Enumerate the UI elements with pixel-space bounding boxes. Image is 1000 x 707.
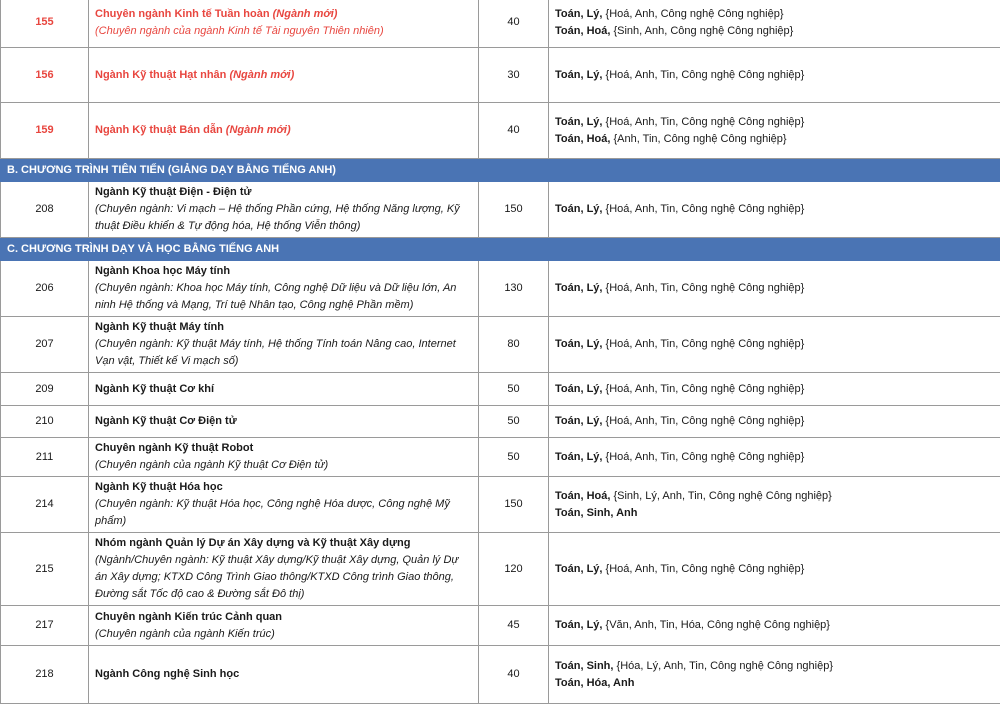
- major-title: Chuyên ngành Kỹ thuật Robot: [95, 442, 254, 454]
- subject-combos: [549, 48, 1000, 103]
- new-tag: (Ngành mới): [269, 7, 338, 20]
- subject-combos: [549, 533, 1000, 606]
- major-title: Ngành Kỹ thuật Hóa học: [95, 481, 223, 493]
- major-code: 217: [1, 606, 89, 646]
- major-cell: [89, 646, 479, 704]
- major-subtitle: (Chuyên ngành: Khoa học Máy tính, Công nghệ Dữ liệu và Dữ liệu lớn, An ninh Hệ thống và Mạng, Trí tuệ Nhân tạo, Công nghệ Phần mềm): [95, 282, 457, 311]
- subject-combos: [549, 477, 1000, 533]
- quota: 80: [479, 317, 549, 373]
- table-row: [1, 406, 1000, 438]
- subject-combos: [549, 606, 1000, 646]
- subject-combos: [549, 646, 1000, 704]
- quota: 50: [479, 406, 549, 438]
- combo-line: Toán, Lý, {Hoá, Anh, Công nghệ Công nghiệp}: [555, 7, 784, 20]
- major-title: Chuyên ngành Kinh tế Tuần hoàn: [95, 7, 270, 20]
- quota: 30: [479, 48, 549, 103]
- subject-combos: [549, 373, 1000, 406]
- quota: 130: [479, 261, 549, 317]
- combo-line: Toán, Hoá, {Sinh, Anh, Công nghệ Công nghiệp}: [555, 24, 794, 37]
- major-cell: [89, 317, 479, 373]
- table-row: [1, 438, 1000, 477]
- major-title: Ngành Kỹ thuật Hạt nhân: [95, 68, 227, 81]
- section-header: [1, 238, 1000, 261]
- table-row: [1, 48, 1000, 103]
- table-row: [1, 477, 1000, 533]
- major-title: Ngành Khoa học Máy tính: [95, 265, 231, 277]
- major-code: 215: [1, 533, 89, 606]
- major-cell: [89, 0, 479, 48]
- major-cell: [89, 438, 479, 477]
- quota: 150: [479, 182, 549, 238]
- major-cell: [89, 477, 479, 533]
- major-title: Ngành Kỹ thuật Cơ Điện tử: [95, 415, 237, 427]
- quota: 45: [479, 606, 549, 646]
- section-header: [1, 159, 1000, 182]
- major-title: Nhóm ngành Quản lý Dự án Xây dựng và Kỹ thuật Xây dựng: [95, 537, 411, 549]
- major-cell: [89, 103, 479, 159]
- subject-combos: [549, 438, 1000, 477]
- major-code: 207: [1, 317, 89, 373]
- major-title: Ngành Kỹ thuật Điện - Điện tử: [95, 186, 252, 198]
- subject-combos: [549, 317, 1000, 373]
- combo-line: Toán, Hóa, Anh: [555, 676, 635, 689]
- major-subtitle: (Chuyên ngành: Vi mạch – Hệ thống Phần cứng, Hệ thống Năng lượng, Kỹ thuật Điều khiển & Tự động hóa, Hệ thống Viễn thông): [95, 203, 460, 232]
- section-title: B. CHƯƠNG TRÌNH TIÊN TIẾN (GIẢNG DẠY BẰNG TIẾNG ANH): [1, 159, 1000, 182]
- combo-line: Toán, Sinh, {Hóa, Lý, Anh, Tin, Công nghệ Công nghiệp}: [555, 659, 834, 672]
- combo-line: Toán, Lý, {Hoá, Anh, Tin, Công nghệ Công nghiệp}: [555, 338, 805, 350]
- major-subtitle: (Chuyên ngành: Kỹ thuật Máy tính, Hệ thống Tính toán Nâng cao, Internet Vạn vật, Thiết kế Vi mạch số): [95, 338, 456, 367]
- combo-line: Toán, Lý, {Văn, Anh, Tin, Hóa, Công nghệ Công nghiệp}: [555, 619, 830, 631]
- subject-combos: [549, 182, 1000, 238]
- major-subtitle: (Chuyên ngành của ngành Kinh tế Tài nguyên Thiên nhiên): [95, 24, 384, 37]
- major-subtitle: (Ngành/Chuyên ngành: Kỹ thuật Xây dựng/Kỹ thuật Xây dựng, Quản lý Dự án Xây dựng; KTXD Công Trình Giao thông/KTXD Công trình Giao thông, Đường sắt Tốc độ cao & Đường sắt Đô thị): [95, 554, 459, 600]
- major-title: Ngành Công nghệ Sinh học: [95, 668, 240, 680]
- combo-line: Toán, Sinh, Anh: [555, 506, 638, 519]
- quota: 150: [479, 477, 549, 533]
- table-row: [1, 103, 1000, 159]
- major-code: 155: [1, 0, 89, 48]
- major-cell: [89, 48, 479, 103]
- table-row: [1, 0, 1000, 48]
- major-cell: [89, 261, 479, 317]
- major-cell: [89, 406, 479, 438]
- major-code: 208: [1, 182, 89, 238]
- major-code: 206: [1, 261, 89, 317]
- major-code: 214: [1, 477, 89, 533]
- major-subtitle: (Chuyên ngành của ngành Kỹ thuật Cơ Điện tử): [95, 459, 329, 471]
- quota: 40: [479, 646, 549, 704]
- major-cell: [89, 182, 479, 238]
- combo-line: Toán, Lý, {Hoá, Anh, Tin, Công nghệ Công nghiệp}: [555, 450, 805, 463]
- table-row: [1, 182, 1000, 238]
- combo-line: Toán, Hoá, {Sinh, Lý, Anh, Tin, Công nghệ Công nghiệp}: [555, 489, 832, 502]
- major-title: Ngành Kỹ thuật Bán dẫn: [95, 124, 223, 136]
- subject-combos: [549, 406, 1000, 438]
- table-row: [1, 261, 1000, 317]
- major-cell: [89, 373, 479, 406]
- major-subtitle: (Chuyên ngành của ngành Kiến trúc): [95, 627, 275, 640]
- major-cell: [89, 606, 479, 646]
- major-code: 218: [1, 646, 89, 704]
- subject-combos: [549, 103, 1000, 159]
- major-code: 209: [1, 373, 89, 406]
- combo-line: Toán, Hoá, {Anh, Tin, Công nghệ Công nghiệp}: [555, 132, 787, 145]
- table-row: [1, 317, 1000, 373]
- quota: 120: [479, 533, 549, 606]
- subject-combos: [549, 261, 1000, 317]
- section-title: C. CHƯƠNG TRÌNH DẠY VÀ HỌC BẰNG TIẾNG ANH: [1, 238, 1000, 261]
- new-tag: (Ngành mới): [226, 68, 295, 81]
- major-code: 156: [1, 48, 89, 103]
- quota: 40: [479, 103, 549, 159]
- major-subtitle: (Chuyên ngành: Kỹ thuật Hóa học, Công nghệ Hóa dược, Công nghệ Mỹ phẩm): [95, 498, 450, 527]
- table-row: [1, 606, 1000, 646]
- major-code: 210: [1, 406, 89, 438]
- combo-line: Toán, Lý, {Hoá, Anh, Tin, Công nghệ Công nghiệp}: [555, 282, 805, 294]
- quota: 50: [479, 438, 549, 477]
- major-code: 159: [1, 103, 89, 159]
- major-title: Ngành Kỹ thuật Máy tính: [95, 321, 224, 333]
- combo-line: Toán, Lý, {Hoá, Anh, Tin, Công nghệ Công nghiệp}: [555, 562, 805, 575]
- combo-line: Toán, Lý, {Hoá, Anh, Tin, Công nghệ Công nghiệp}: [555, 382, 805, 395]
- combo-line: Toán, Lý, {Hoá, Anh, Tin, Công nghệ Công nghiệp}: [555, 68, 805, 81]
- combo-line: Toán, Lý, {Hoá, Anh, Tin, Công nghệ Công nghiệp}: [555, 115, 805, 128]
- table-row: [1, 533, 1000, 606]
- new-tag: (Ngành mới): [222, 124, 291, 136]
- quota: 40: [479, 0, 549, 48]
- combo-line: Toán, Lý, {Hoá, Anh, Tin, Công nghệ Công nghiệp}: [555, 203, 805, 215]
- table-row: [1, 373, 1000, 406]
- major-code: 211: [1, 438, 89, 477]
- combo-line: Toán, Lý, {Hoá, Anh, Tin, Công nghệ Công nghiệp}: [555, 415, 805, 427]
- quota: 50: [479, 373, 549, 406]
- table-row: [1, 646, 1000, 704]
- major-title: Chuyên ngành Kiến trúc Cảnh quan: [95, 610, 283, 623]
- major-title: Ngành Kỹ thuật Cơ khí: [95, 382, 215, 395]
- subject-combos: [549, 0, 1000, 48]
- major-cell: [89, 533, 479, 606]
